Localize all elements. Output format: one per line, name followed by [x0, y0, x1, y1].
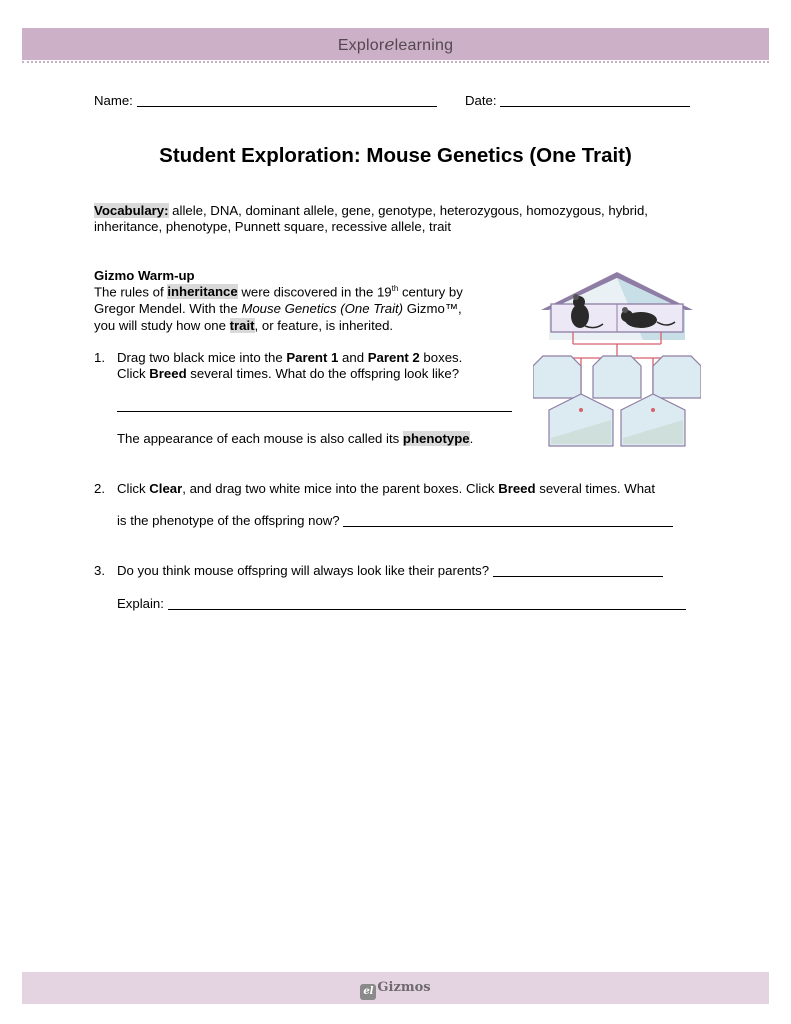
vocabulary-label: Vocabulary:: [94, 203, 169, 218]
name-row: [94, 93, 437, 108]
date-row: [465, 93, 690, 108]
date-label: Date:: [465, 93, 497, 108]
gizmos-badge-icon: el: [360, 984, 376, 1000]
vocabulary-line-1: Vocabulary: allele, DNA, dominant allele, gene, genotype, heterozygous, homozygous, hybrid,: [94, 203, 648, 218]
question-1-line-2: Click Breed several times. What do the offspring look like?: [117, 366, 460, 381]
question-2-line-1: Click Clear, and drag two white mice into the parent boxes. Click Breed several times. What: [117, 481, 656, 496]
name-field[interactable]: [137, 106, 437, 107]
explorelearning-logo: Explorelearning: [337, 35, 454, 55]
header-band: [22, 28, 769, 60]
question-3-number: 3.: [94, 563, 105, 578]
warmup-line-2: Gregor Mendel. With the Mouse Genetics (One Trait) Gizmo™,: [94, 301, 462, 316]
question-1-answer-line[interactable]: [117, 398, 512, 413]
question-3-answer-line[interactable]: [493, 576, 663, 577]
question-2-answer-line[interactable]: [343, 526, 673, 527]
vocabulary-line-2: inheritance, phenotype, Punnett square, recessive allele, trait: [94, 219, 452, 234]
question-1-line-1: Drag two black mice into the Parent 1 and Parent 2 boxes.: [117, 350, 463, 365]
footer-band: [22, 972, 769, 1004]
gizmo-screenshot-illustration: [533, 270, 701, 448]
warmup-line-1: The rules of inheritance were discovered in the 19th century by: [94, 284, 463, 300]
page-title: Student Exploration: Mouse Genetics (One Trait): [159, 144, 632, 167]
term-trait: trait: [229, 318, 255, 333]
question-1-note: The appearance of each mouse is also called its phenotype.: [117, 431, 474, 446]
term-phenotype: phenotype: [402, 431, 470, 446]
gizmos-logo: el Gizmos: [22, 980, 769, 1000]
warmup-line-3: you will study how one trait, or feature, is inherited.: [94, 318, 394, 333]
question-3-line-1: Do you think mouse offspring will always look like their parents?: [117, 563, 663, 578]
name-label: Name:: [94, 93, 133, 108]
date-field[interactable]: [500, 106, 690, 107]
question-2-line-2: is the phenotype of the offspring now?: [117, 513, 673, 528]
question-2-number: 2.: [94, 481, 105, 496]
warmup-heading: Gizmo Warm-up: [94, 268, 195, 283]
question-3-explain-line[interactable]: [168, 609, 686, 610]
question-3-explain: Explain:: [117, 596, 686, 611]
term-inheritance: inheritance: [167, 284, 238, 300]
question-1-number: 1.: [94, 350, 105, 365]
header-dotted-divider: [22, 61, 769, 63]
